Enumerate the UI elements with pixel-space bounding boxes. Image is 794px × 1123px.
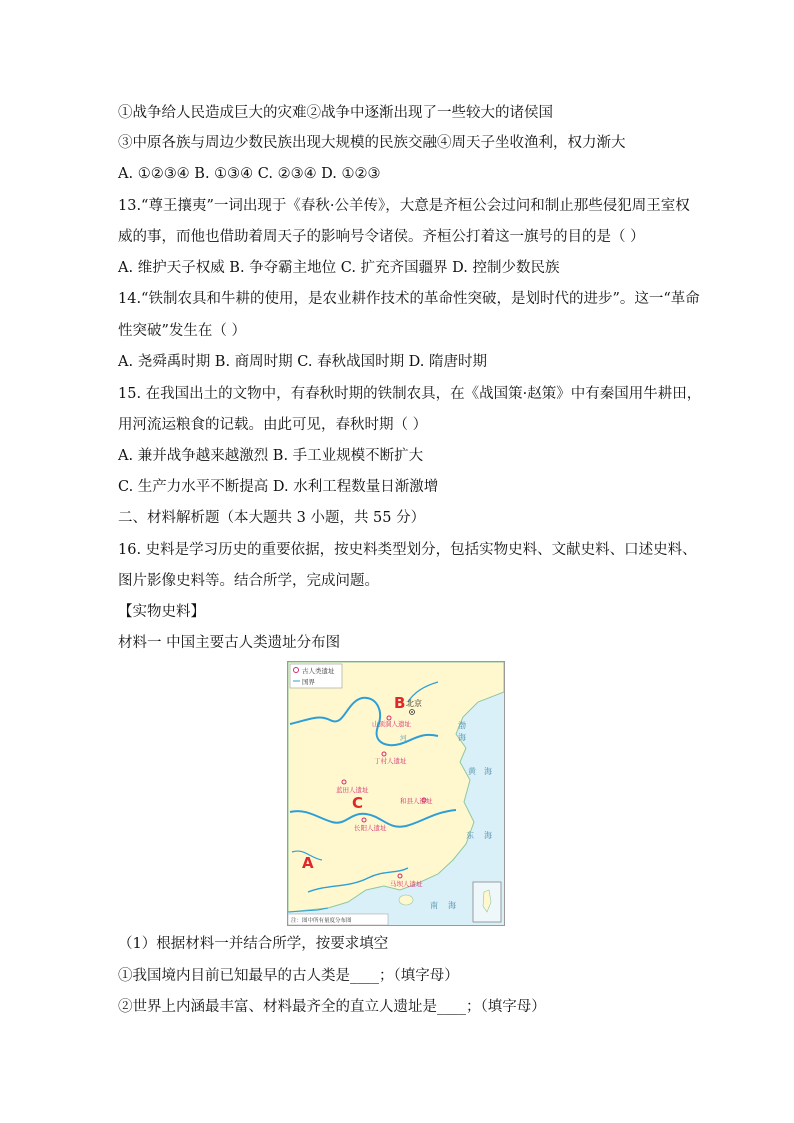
line-8: 性突破”发生在（ ） <box>118 323 247 339</box>
place-nan: 南 <box>430 901 438 910</box>
line-18: 材料一 中国主要古人类遗址分布图 <box>118 635 341 651</box>
line-11: 用河流运粮食的记载。由此可见，春秋时期（ ） <box>118 417 428 433</box>
map-note: 注：图中所有量度分布图 <box>291 918 352 924</box>
place-hai-3: 海 <box>484 831 492 840</box>
line-12: A. 兼并战争越来越激烈 B. 手工业规模不断扩大 <box>118 448 424 464</box>
beijing-label: 北京 <box>406 699 422 708</box>
site-maba: 马坝人遗址 <box>390 880 423 888</box>
site-hexian: 和县人遗址 <box>400 797 433 805</box>
place-hai-4: 海 <box>448 901 456 910</box>
line-16: 图片影像史料等。结合所学，完成问题。 <box>118 573 379 589</box>
letter-a: A <box>302 854 314 872</box>
legend-border-label: 国界 <box>302 678 315 686</box>
legend-site-label: 古人类遗址 <box>302 667 335 675</box>
line-4: 13.“尊王攘夷”一词出现于《春秋·公羊传》，大意是齐桓公会过问和制止那些侵犯周王室权 <box>118 198 690 214</box>
line-5: 威的事，而他也借助着周天子的影响号令诸侯。齐桓公打着这一旗号的目的是（ ） <box>118 229 645 245</box>
letter-b: B <box>394 694 406 712</box>
line-19: （1）根据材料一并结合所学，按要求填空 <box>118 936 389 952</box>
ancient-human-sites-map <box>287 661 505 926</box>
site-shandingdong: 山顶洞人遗址 <box>372 720 411 728</box>
line-17: 【实物史料】 <box>118 604 205 620</box>
line-6: A. 维护天子权威 B. 争夺霸主地位 C. 扩充齐国疆界 D. 控制少数民族 <box>118 260 560 276</box>
line-1: ①战争给人民造成巨大的灾难②战争中逐渐出现了一些较大的诸侯国 <box>118 105 553 121</box>
place-hai-2: 海 <box>484 767 492 776</box>
site-changyang: 长阳人遗址 <box>354 824 387 832</box>
place-huang: 黄 <box>468 767 476 776</box>
line-15: 16. 史料是学习历史的重要依据，按史料类型划分，包括实物史料、文献史料、口述史料、 <box>118 542 697 558</box>
line-9: A. 尧舜禹时期 B. 商周时期 C. 春秋战国时期 D. 隋唐时期 <box>118 354 488 370</box>
line-3: A. ①②③④ B. ①③④ C. ②③④ D. ①②③ <box>118 166 381 182</box>
place-bo: 渤 <box>458 721 466 730</box>
line-2: ③中原各族与周边少数民族出现大规模的民族交融④周天子坐收渔利，权力渐大 <box>118 135 626 151</box>
place-he: 河 <box>400 734 407 742</box>
line-10: 15. 在我国出土的文物中，有春秋时期的铁制农具，在《战国策·赵策》中有秦国用牛耕田， <box>118 386 702 402</box>
letter-c: C <box>352 794 364 812</box>
line-7: 14.“铁制农具和牛耕的使用，是农业耕作技术的革命性突破，是划时代的进步”。这一“革命 <box>118 291 700 307</box>
place-dong: 东 <box>466 831 474 840</box>
line-14: 二、材料解析题（本大题共 3 小题，共 55 分） <box>118 510 426 526</box>
site-lantian: 蓝田人遗址 <box>336 786 369 794</box>
site-dingcun: 丁村人遗址 <box>374 757 407 765</box>
line-21: ②世界上内涵最丰富、材料最齐全的直立人遗址是____；（填字母） <box>118 999 546 1015</box>
line-13: C. 生产力水平不断提高 D. 水利工程数量日渐激增 <box>118 479 439 495</box>
place-hai-1: 海 <box>458 733 466 742</box>
line-20: ①我国境内目前已知最早的古人类是____；（填字母） <box>118 968 459 984</box>
